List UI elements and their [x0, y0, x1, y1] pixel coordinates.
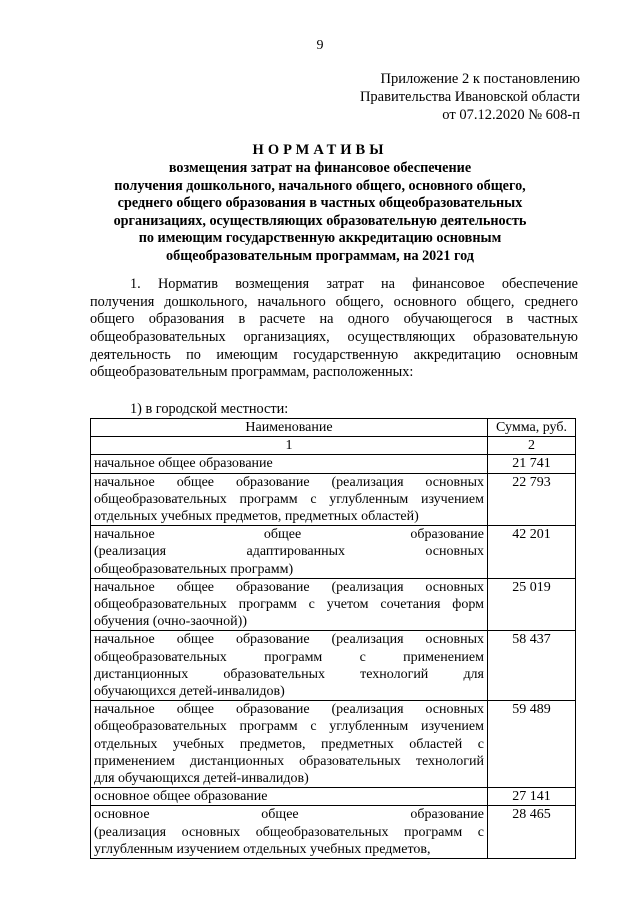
document-title: НОРМАТИВЫ	[252, 142, 388, 158]
education-level-line: (реализация основных общеобразовательных программ с	[94, 824, 484, 840]
education-level-line: отдельных учебных предметов, предметных областей)	[94, 509, 419, 525]
sum-cell: 28 465	[488, 806, 576, 859]
table-row	[91, 701, 576, 788]
table-row	[91, 806, 576, 859]
subtitle-line: среднего общего образования в частных общеобразовательных	[117, 195, 523, 211]
column-header-name: Наименование	[91, 419, 488, 437]
subtitle-line: возмещения затрат на финансовое обеспечение	[168, 160, 472, 176]
section-label: 1) в городской местности:	[130, 401, 289, 417]
column-index-name: 1	[91, 437, 488, 455]
sum-cell: 59 489	[488, 701, 576, 788]
education-level-line: для обучающихся детей-инвалидов)	[94, 771, 309, 787]
education-level-line: начальное общее образование (реализация основных	[94, 702, 484, 718]
appendix-line: от 07.12.2020 № 608-п	[442, 107, 580, 123]
education-level-line: начальное общее образование (реализация основных	[94, 474, 484, 490]
body-paragraph	[90, 276, 578, 382]
appendix-line: Правительства Ивановской области	[359, 89, 580, 105]
education-level-line: (реализация адаптированных основных	[94, 544, 484, 560]
education-level-line: дистанционных образовательных технологий для	[94, 666, 484, 682]
sum-cell: 21 741	[488, 455, 576, 473]
paragraph-line: 1. Норматив возмещения затрат на финансовое обеспечение	[130, 276, 578, 292]
education-level-cell	[91, 806, 488, 859]
appendix-line: Приложение 2 к постановлению	[380, 71, 580, 87]
column-index-sum: 2	[488, 437, 576, 455]
subtitle-line: общеобразовательным программам, на 2021 год	[166, 247, 474, 264]
education-level-line: начальное общее образование (реализация основных	[94, 579, 484, 595]
education-level-cell	[91, 788, 488, 806]
subtitle-line: получения дошкольного, начального общего, основного общего,	[114, 177, 526, 194]
sum-cell: 58 437	[488, 631, 576, 701]
paragraph-line: общеобразовательных организациях, осуществляющих образовательную	[90, 329, 578, 346]
education-level-line: общеобразовательных программ)	[94, 561, 294, 577]
table-row	[91, 631, 576, 701]
appendix-note	[360, 70, 580, 124]
table-row	[91, 578, 576, 631]
education-level-line: обучающихся детей-инвалидов)	[94, 684, 285, 700]
table-header-row	[91, 419, 576, 437]
document-subtitle	[100, 160, 540, 265]
education-level-line: основное общее образование	[94, 789, 268, 805]
education-level-cell	[91, 526, 488, 579]
education-level-line: основное общее образование	[94, 807, 484, 823]
subtitle-line: по имеющим государственную аккредитацию основным	[138, 230, 502, 246]
paragraph-line: получения дошкольного, начального общего, основного общего, среднего	[90, 293, 578, 310]
table-row	[91, 788, 576, 806]
subtitle-line: организациях, осуществляющих образовательную деятельность	[113, 212, 527, 229]
table-row	[91, 455, 576, 473]
sum-cell: 42 201	[488, 526, 576, 579]
education-level-line: начальное общее образование (реализация основных	[94, 632, 484, 648]
education-level-cell	[91, 455, 488, 473]
education-level-cell	[91, 578, 488, 631]
sum-cell: 25 019	[488, 578, 576, 631]
education-level-line: общеобразовательных программ с учетом сочетания форм	[94, 597, 484, 613]
paragraph-line: деятельность по имеющим государственную аккредитацию основным	[90, 346, 578, 363]
column-header-sum: Сумма, руб.	[488, 419, 576, 437]
education-level-cell	[91, 631, 488, 701]
education-level-cell	[91, 701, 488, 788]
table-row	[91, 473, 576, 526]
page-number: 9	[316, 38, 324, 53]
education-level-line: общеобразовательных программ с углубленным изучением	[94, 491, 484, 507]
table-index-row	[91, 437, 576, 455]
education-level-line: применением дистанционных образовательных технологий	[94, 753, 484, 769]
education-level-line: общеобразовательных программ с применением	[94, 649, 484, 665]
education-level-line: начальное общее образование	[94, 527, 484, 543]
education-level-cell	[91, 473, 488, 526]
paragraph-line: общего образования в расчете на одного обучающегося в частных	[90, 311, 578, 328]
education-level-line: отдельных учебных предметов, предметных областей с	[94, 736, 484, 752]
sum-cell: 22 793	[488, 473, 576, 526]
paragraph-line: общеобразовательным программам, расположенных:	[90, 364, 414, 381]
education-level-line: обучения (очно-заочной))	[94, 614, 247, 630]
norms-table	[90, 418, 576, 859]
education-level-line: углубленным изучением отдельных учебных предметов,	[94, 841, 431, 857]
education-level-line: начальное общее образование	[94, 456, 273, 472]
education-level-line: общеобразовательных программ с углубленным изучением	[94, 719, 484, 735]
sum-cell: 27 141	[488, 788, 576, 806]
table-row	[91, 526, 576, 579]
